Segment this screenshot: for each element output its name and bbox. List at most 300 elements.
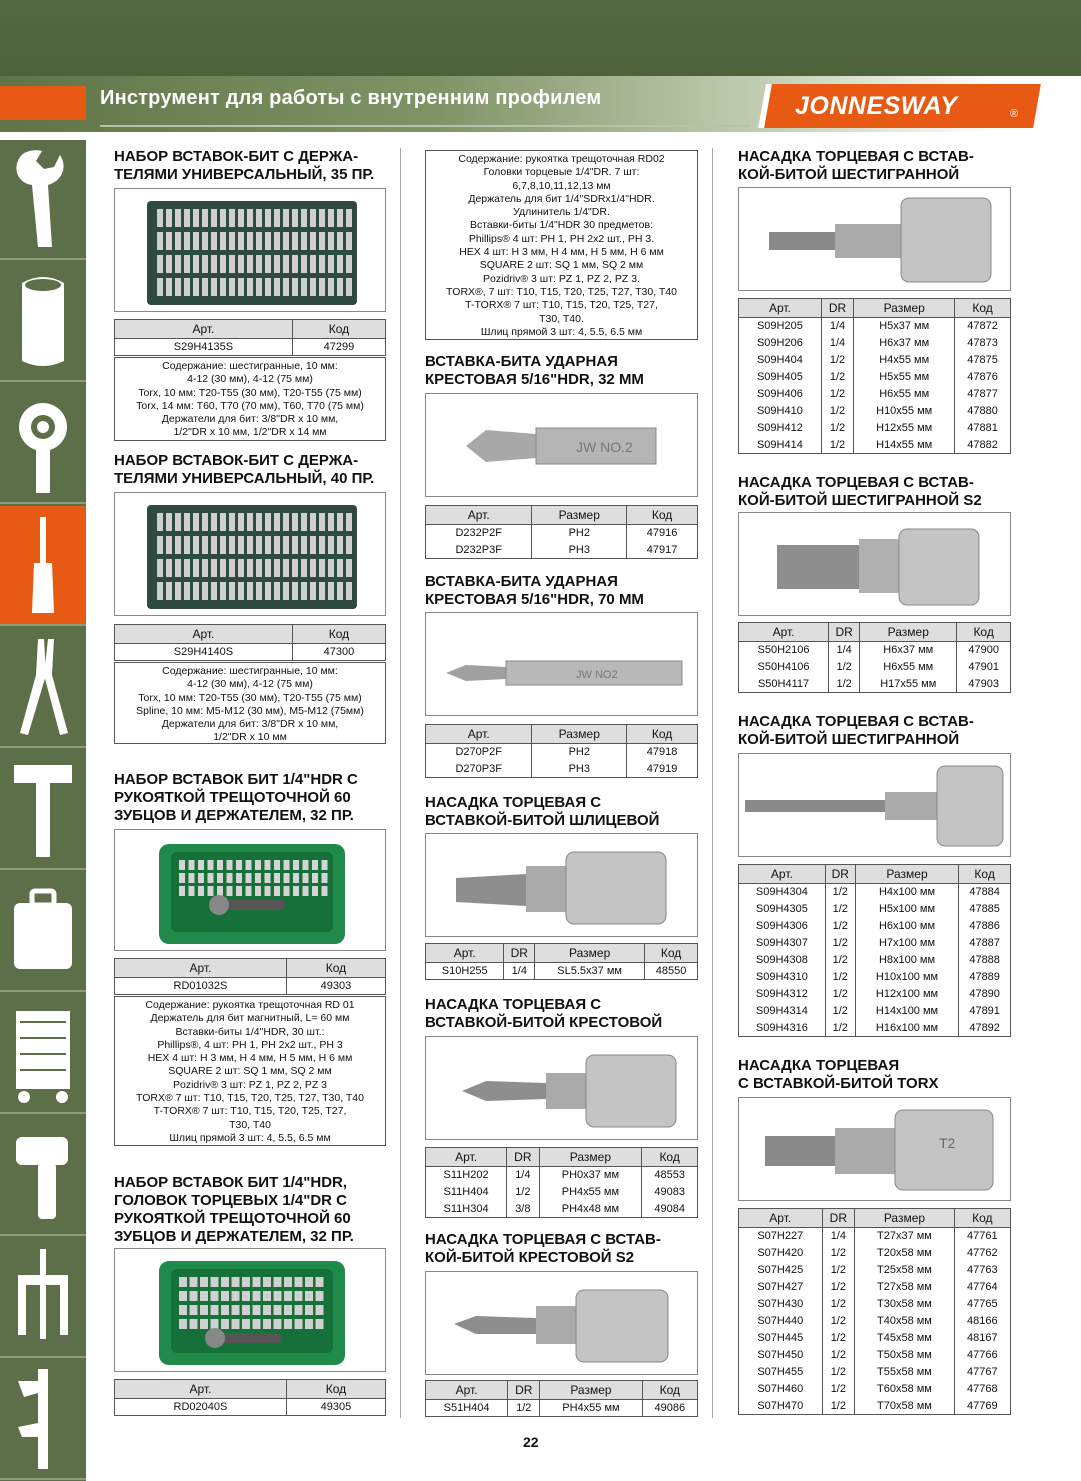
- bit-shape: [220, 513, 226, 531]
- table-row: D270P2F PH2 47918: [426, 744, 698, 761]
- bit-shape: [274, 278, 280, 296]
- table-row: S09H4304 1/2 H4x100 мм 47884: [739, 884, 1011, 901]
- bit-shape: [211, 559, 217, 577]
- bit-shape: [246, 886, 252, 896]
- bit-shape: [179, 860, 185, 870]
- bit-shape: [301, 232, 307, 250]
- bit-set-case-image: [115, 493, 386, 616]
- table-row: S50H4117 1/2 H17x55 мм 47903: [739, 676, 1011, 693]
- bit-shape: [328, 255, 334, 273]
- pneumatic-tool-icon: [8, 1123, 78, 1227]
- bit-shape: [292, 278, 298, 296]
- bit-shape: [220, 582, 226, 600]
- product-table: Арт. Размер Код D270P2F PH2 47918 D270P3F PH3 47919: [425, 724, 698, 778]
- bit-shape: [247, 278, 253, 296]
- bit-shape: [242, 1291, 250, 1301]
- bit-shape: [247, 232, 253, 250]
- bit-shape: [238, 513, 244, 531]
- bit-shape: [202, 209, 208, 227]
- bit-shape: [283, 232, 289, 250]
- product-title: НАБОР ВСТАВОК БИТ 1/4"HDR, ГОЛОВОК ТОРЦЕВЫХ 1/4"DR С РУКОЯТКОЙ ТРЕЩОТОЧНОЙ 60 ЗУБЦОВ И ДЕРЖАТЕЛЕМ, 32 ПР.: [114, 1174, 354, 1245]
- bit-shape: [310, 536, 316, 554]
- bit-shape: [238, 559, 244, 577]
- bit-shape: [179, 1291, 187, 1301]
- bit-shape: [274, 209, 280, 227]
- bit-shape: [166, 209, 172, 227]
- product-photo: [738, 512, 1011, 616]
- bit-shape: [305, 1305, 313, 1315]
- table-row: S09H4307 1/2 H7x100 мм 47887: [739, 935, 1011, 952]
- bit-shape: [255, 860, 261, 870]
- bit-shape: [346, 559, 352, 577]
- bit-shape: [227, 860, 233, 870]
- column-divider-1: [400, 148, 401, 1418]
- product-table: Арт. Размер Код D232P2F PH2 47916 D232P3F PH3 47917: [425, 505, 698, 559]
- bit-shape: [184, 513, 190, 531]
- bit-shape: [274, 1277, 282, 1287]
- torx-socket-image: [739, 1098, 1011, 1201]
- bit-shape: [274, 1291, 282, 1301]
- bit-shape: [211, 255, 217, 273]
- table-row: S09H4316 1/2 H16x100 мм 47892: [739, 1020, 1011, 1037]
- bit-shape: [328, 232, 334, 250]
- bit-shape: [157, 209, 163, 227]
- product-photo: [738, 1097, 1011, 1201]
- bit-shape: [292, 255, 298, 273]
- bit-shape: [283, 513, 289, 531]
- bit-shape: [263, 1319, 271, 1329]
- bit-shape: [346, 582, 352, 600]
- table-row: S29H4140S 47300: [115, 644, 386, 661]
- screwdriver-icon: [8, 513, 78, 617]
- bit-shape: [247, 582, 253, 600]
- sidebar-pliers[interactable]: [0, 628, 86, 748]
- bit-shape: [211, 1291, 219, 1301]
- bit-shape: [319, 278, 325, 296]
- bit-shape: [221, 1291, 229, 1301]
- product-table: Арт. DR Размер Код S09H205 1/4 H5x37 мм 47872 S09H206 1/4 H6x37 мм 47873 S09H404 1/2 H4x55 мм 47875 S09H405 1/2 H5x55 мм 47876 S09H406 1/2 H6x55 мм 47877 S09H410 1/2 H10x55 мм 47880 S09H412 1/2 H12x55 мм 47881 S09H414 1/2 H14x55 мм 47882: [738, 298, 1011, 454]
- bit-shape: [319, 232, 325, 250]
- impact-bit-image: [426, 394, 698, 497]
- bit-shape: [247, 255, 253, 273]
- table-row: S29H4135S 47299: [115, 339, 386, 356]
- bit-shape: [284, 1319, 292, 1329]
- bit-shape: [220, 536, 226, 554]
- bit-shape: [157, 582, 163, 600]
- bit-shape: [238, 536, 244, 554]
- product-table: Арт. Код S29H4140S 47300: [114, 624, 386, 661]
- bit-shape: [184, 582, 190, 600]
- table-row: RD01032S 49303: [115, 978, 386, 995]
- bit-shape: [256, 536, 262, 554]
- bit-shape: [179, 886, 185, 896]
- bit-shape: [256, 209, 262, 227]
- table-row: S09H4312 1/2 H12x100 мм 47890: [739, 986, 1011, 1003]
- bit-shape: [305, 1277, 313, 1287]
- bit-shape: [301, 559, 307, 577]
- bit-shape: [175, 513, 181, 531]
- bit-marking: JW NO.2: [576, 439, 633, 455]
- bit-shape: [229, 232, 235, 250]
- table-row: S09H4308 1/2 H8x100 мм 47888: [739, 952, 1011, 969]
- case-icon: [8, 879, 78, 983]
- product-table: Арт. DR Размер Код S50H2106 1/4 H6x37 мм 47900 S50H4106 1/2 H6x55 мм 47901 S50H4117 1/2 H17x55 мм 47903: [738, 622, 1011, 693]
- bit-shape: [255, 873, 261, 883]
- product-photo: [114, 188, 386, 312]
- bit-shape: [166, 255, 172, 273]
- bit-shape: [274, 559, 280, 577]
- wrench-icon: [8, 147, 78, 251]
- table-row: S09H4310 1/2 H10x100 мм 47889: [739, 969, 1011, 986]
- bit-shape: [189, 860, 195, 870]
- product-description: Содержание: шестигранные, 10 мм: 4-12 (30 мм), 4-12 (75 мм) Torx, 10 мм: T20-T55 (30 мм), T20-T55 (75 мм) Torx, 14 мм: T60, T70 (70 мм), T60, T70 (75 мм) Держатели для бит: 3/8"DR x 10 мм, 1/2"DR x 10 мм, 1/2"DR x 14 мм: [114, 357, 386, 441]
- bit-shape: [220, 232, 226, 250]
- product-title: ВСТАВКА-БИТА УДАРНАЯ КРЕСТОВАЯ 5/16"HDR, 32 ММ: [425, 353, 644, 388]
- bit-shape: [337, 255, 343, 273]
- bit-shape: [284, 1291, 292, 1301]
- table-row: S07H445 1/2 T45x58 мм 48167: [739, 1330, 1011, 1347]
- product-table: Арт. DR Размер Код S11H202 1/4 PH0x37 мм 48553 S11H404 1/2 PH4x55 мм 49083 S11H304 3/8 PH4x48 мм 49084: [425, 1147, 698, 1218]
- bit-shape: [265, 860, 271, 870]
- product-photo: [425, 833, 698, 937]
- bit-shape: [316, 1305, 324, 1315]
- bit-shape: [255, 886, 261, 896]
- table-row: S07H430 1/2 T30x58 мм 47765: [739, 1296, 1011, 1313]
- sidebar-hammer[interactable]: [0, 750, 86, 870]
- product-title: ВСТАВКА-БИТА УДАРНАЯ КРЕСТОВАЯ 5/16"HDR, 70 ММ: [425, 573, 644, 608]
- bit-shape: [247, 559, 253, 577]
- bit-shape: [175, 278, 181, 296]
- table-row: S51H404 1/2 PH4x55 мм 49086: [426, 1400, 698, 1417]
- bit-shape: [229, 255, 235, 273]
- product-photo: [114, 492, 386, 616]
- bit-shape: [295, 1319, 303, 1329]
- socket-icon: [8, 269, 78, 373]
- bit-shape: [202, 559, 208, 577]
- bit-shape: [208, 860, 214, 870]
- bit-shape: [175, 559, 181, 577]
- bit-shape: [337, 559, 343, 577]
- bit-shape: [319, 513, 325, 531]
- bit-shape: [211, 1277, 219, 1287]
- slotted-socket-image: [426, 834, 698, 937]
- bit-shape: [232, 1319, 240, 1329]
- table-row: D232P3F PH3 47917: [426, 542, 698, 559]
- product-title: НАБОР ВСТАВОК БИТ 1/4"HDR С РУКОЯТКОЙ ТРЕЩОТОЧНОЙ 60 ЗУБЦОВ И ДЕРЖАТЕЛЕМ, 32 ПР.: [114, 771, 358, 824]
- bit-shape: [312, 873, 318, 883]
- bit-shape: [310, 255, 316, 273]
- product-title: НАСАДКА ТОРЦЕВАЯ С ВСТАВ- КОЙ-БИТОЙ КРЕСТОВОЙ S2: [425, 1231, 661, 1266]
- bit-shape: [319, 255, 325, 273]
- bit-shape: [211, 1319, 219, 1329]
- pliers-icon: [8, 635, 78, 739]
- bit-shape: [253, 1277, 261, 1287]
- bit-shape: [202, 232, 208, 250]
- bit-shape: [312, 886, 318, 896]
- bit-shape: [179, 873, 185, 883]
- bit-shape: [217, 886, 223, 896]
- bit-shape: [346, 513, 352, 531]
- table-row: S07H440 1/2 T40x58 мм 48166: [739, 1313, 1011, 1330]
- bit-shape: [193, 582, 199, 600]
- sidebar-wrench[interactable]: [0, 140, 86, 260]
- bit-shape: [292, 513, 298, 531]
- bit-shape: [238, 255, 244, 273]
- bit-shape: [184, 536, 190, 554]
- bit-shape: [232, 1277, 240, 1287]
- table-row: S07H450 1/2 T50x58 мм 47766: [739, 1347, 1011, 1364]
- product-title: НАБОР ВСТАВОК-БИТ С ДЕРЖА- ТЕЛЯМИ УНИВЕРСАЛЬНЫЙ, 35 ПР.: [114, 148, 375, 183]
- bit-shape: [190, 1305, 198, 1315]
- bit-shape: [319, 559, 325, 577]
- bit-shape: [312, 860, 318, 870]
- table-row: S09H206 1/4 H6x37 мм 47873: [739, 335, 1011, 352]
- header-accent: [0, 86, 86, 120]
- bit-shape: [283, 278, 289, 296]
- hex-socket-s2-image: [739, 513, 1011, 616]
- bit-shape: [227, 886, 233, 896]
- table-row: S07H420 1/2 T20x58 мм 47762: [739, 1245, 1011, 1262]
- bit-shape: [328, 559, 334, 577]
- bit-shape: [283, 255, 289, 273]
- bit-shape: [346, 536, 352, 554]
- bit-shape: [221, 1319, 229, 1329]
- bit-shape: [238, 278, 244, 296]
- bit-shape: [274, 232, 280, 250]
- bit-shape: [184, 232, 190, 250]
- bit-shape: [211, 209, 217, 227]
- bit-shape: [303, 860, 309, 870]
- bit-shape: [220, 255, 226, 273]
- bit-marking: JW NO2: [576, 669, 618, 681]
- product-title: НАСАДКА ТОРЦЕВАЯ С ВСТАВ- КОЙ-БИТОЙ ШЕСТИГРАННОЙ: [738, 148, 974, 183]
- bit-shape: [310, 232, 316, 250]
- bit-shape: [200, 1305, 208, 1315]
- bit-shape: [238, 582, 244, 600]
- bit-shape: [242, 1277, 250, 1287]
- bit-shape: [301, 582, 307, 600]
- bit-shape: [328, 582, 334, 600]
- sidebar-ratchet[interactable]: [0, 384, 86, 504]
- bit-shape: [301, 513, 307, 531]
- bit-shape: [256, 278, 262, 296]
- bit-shape: [274, 513, 280, 531]
- top-bar: [0, 0, 1081, 76]
- bit-shape: [246, 860, 252, 870]
- table-row: S07H425 1/2 T25x58 мм 47763: [739, 1262, 1011, 1279]
- product-title: НАБОР ВСТАВОК-БИТ С ДЕРЖА- ТЕЛЯМИ УНИВЕРСАЛЬНЫЙ, 40 ПР.: [114, 452, 375, 487]
- bit-shape: [328, 536, 334, 554]
- bit-shape: [301, 536, 307, 554]
- bit-shape: [337, 278, 343, 296]
- bit-shape: [220, 559, 226, 577]
- hex-socket-image: [739, 188, 1011, 291]
- product-table: Арт. Код S29H4135S 47299: [114, 319, 386, 356]
- bit-shape: [232, 1291, 240, 1301]
- table-row: S09H404 1/2 H4x55 мм 47875: [739, 352, 1011, 369]
- bit-shape: [283, 582, 289, 600]
- product-title: НАСАДКА ТОРЦЕВАЯ С ВСТАВ- КОЙ-БИТОЙ ШЕСТИГРАННОЙ S2: [738, 474, 982, 509]
- bit-shape: [166, 232, 172, 250]
- bit-shape: [284, 1277, 292, 1287]
- bit-shape: [175, 582, 181, 600]
- product-photo: [114, 1248, 386, 1372]
- product-photo: [738, 187, 1011, 291]
- bit-shape: [179, 1319, 187, 1329]
- bit-shape: [322, 886, 328, 896]
- bit-shape: [265, 209, 271, 227]
- sidebar-case[interactable]: [0, 872, 86, 992]
- bit-shape: [274, 582, 280, 600]
- socket-marking: T2: [939, 1135, 956, 1151]
- page-number: 22: [523, 1434, 539, 1450]
- bit-shape: [284, 1305, 292, 1315]
- bit-shape: [265, 232, 271, 250]
- bit-shape: [301, 255, 307, 273]
- bit-shape: [322, 873, 328, 883]
- table-row: S09H405 1/2 H5x55 мм 47876: [739, 369, 1011, 386]
- sidebar-socket[interactable]: [0, 262, 86, 382]
- table-row: S09H4305 1/2 H5x100 мм 47885: [739, 901, 1011, 918]
- bit-shape: [292, 232, 298, 250]
- bit-shape: [328, 513, 334, 531]
- bit-shape: [293, 873, 299, 883]
- bit-shape: [208, 873, 214, 883]
- bit-shape: [193, 536, 199, 554]
- bit-shape: [337, 536, 343, 554]
- product-description: Содержание: шестигранные, 10 мм: 4-12 (30 мм), 4-12 (75 мм) Torx, 10 мм: T20-T55 (30 мм), T20-T55 (75 мм) Spline, 10 мм: M5-M12 (30 мм), M5-M12 (75мм) Держатели для бит: 3/8"DR x 10 мм, 1/2"DR x 10 мм: [114, 662, 386, 744]
- bit-shape: [316, 1277, 324, 1287]
- table-row: D232P2F PH2 47916: [426, 525, 698, 542]
- bit-shape: [227, 873, 233, 883]
- category-sidebar: [0, 140, 86, 1481]
- bit-shape: [157, 255, 163, 273]
- bit-shape: [265, 873, 271, 883]
- bit-shape: [236, 860, 242, 870]
- bit-shape: [310, 513, 316, 531]
- bit-shape: [256, 255, 262, 273]
- bit-shape: [175, 536, 181, 554]
- phillips-socket-s2-image: [426, 1272, 698, 1375]
- table-row: S09H412 1/2 H12x55 мм 47881: [739, 420, 1011, 437]
- product-photo: [425, 1036, 698, 1140]
- green-case-image: [115, 830, 386, 951]
- product-title: НАСАДКА ТОРЦЕВАЯ С ВСТАВКОЙ-БИТОЙ КРЕСТОВОЙ: [425, 996, 663, 1031]
- bit-shape: [166, 278, 172, 296]
- bit-shape: [193, 559, 199, 577]
- bit-shape: [253, 1291, 261, 1301]
- bit-shape: [157, 536, 163, 554]
- bit-shape: [292, 536, 298, 554]
- table-row: S07H470 1/2 T70x58 мм 47769: [739, 1398, 1011, 1415]
- bit-shape: [236, 873, 242, 883]
- bit-shape: [229, 582, 235, 600]
- page-title: Инструмент для работы с внутренним профилем: [100, 87, 602, 109]
- table-row: S50H2106 1/4 H6x37 мм 47900: [739, 642, 1011, 659]
- bit-shape: [238, 209, 244, 227]
- bit-shape: [274, 255, 280, 273]
- table-row: S07H427 1/2 T27x58 мм 47764: [739, 1279, 1011, 1296]
- product-table: Арт. DR Размер Код S07H227 1/4 T27x37 мм 47761 S07H420 1/2 T20x58 мм 47762 S07H425 1/2 T25x58 мм 47763 S07H427 1/2 T27x58 мм 47764 S07H430 1/2 T30x58 мм 47765 S07H440 1/2 T40x58 мм 48166 S07H445 1/2 T45x58 мм 48167 S07H450 1/2 T50x58 мм 47766 S07H455 1/2 T55x58 мм 47767 S07H460 1/2 T60x58 мм 47768 S07H470 1/2 T70x58 мм 47769: [738, 1208, 1011, 1415]
- sidebar-screwdriver[interactable]: [0, 506, 86, 626]
- sidebar-puller[interactable]: [0, 1238, 86, 1358]
- bit-shape: [310, 278, 316, 296]
- bit-shape: [200, 1291, 208, 1301]
- bit-shape: [211, 513, 217, 531]
- bit-shape: [292, 559, 298, 577]
- table-row: S09H4306 1/2 H6x100 мм 47886: [739, 918, 1011, 935]
- bit-shape: [322, 860, 328, 870]
- bit-shape: [179, 1305, 187, 1315]
- green-case-image: [115, 1249, 386, 1372]
- bit-shape: [202, 582, 208, 600]
- product-table: Арт. DR Размер Код S09H4304 1/2 H4x100 мм 47884 S09H4305 1/2 H5x100 мм 47885 S09H4306 1/2 H6x100 мм 47886 S09H4307 1/2 H7x100 мм 47887 S09H4308 1/2 H8x100 мм 47888 S09H4310 1/2 H10x100 мм 47889 S09H4312 1/2 H12x100 мм 47890 S09H4314 1/2 H14x100 мм 47891 S09H4316 1/2 H16x100 мм 47892: [738, 864, 1011, 1037]
- bit-shape: [337, 513, 343, 531]
- bit-shape: [274, 886, 280, 896]
- table-row: S11H304 3/8 PH4x48 мм 49084: [426, 1201, 698, 1218]
- bit-shape: [284, 886, 290, 896]
- bit-shape: [295, 1277, 303, 1287]
- bit-shape: [253, 1305, 261, 1315]
- bit-shape: [220, 209, 226, 227]
- bit-set-case-image: [115, 189, 386, 312]
- sidebar-pneumatic-tool[interactable]: [0, 1116, 86, 1236]
- bit-shape: [211, 232, 217, 250]
- bit-shape: [238, 232, 244, 250]
- bit-shape: [247, 513, 253, 531]
- bit-shape: [256, 232, 262, 250]
- bit-shape: [211, 278, 217, 296]
- product-title: НАСАДКА ТОРЦЕВАЯ С ВСТАВКОЙ-БИТОЙ TORX: [738, 1057, 939, 1092]
- bit-shape: [157, 278, 163, 296]
- bit-shape: [220, 278, 226, 296]
- bit-shape: [202, 513, 208, 531]
- sidebar-tool-cart[interactable]: [0, 994, 86, 1114]
- table-row: S11H404 1/2 PH4x55 мм 49083: [426, 1184, 698, 1201]
- bit-shape: [157, 513, 163, 531]
- bit-shape: [310, 559, 316, 577]
- bit-shape: [301, 209, 307, 227]
- table-row: S10H255 1/4 SL5.5x37 мм 48550: [426, 963, 698, 980]
- bit-shape: [337, 209, 343, 227]
- sidebar-caliper[interactable]: [0, 1360, 86, 1480]
- table-row: S11H202 1/4 PH0x37 мм 48553: [426, 1167, 698, 1184]
- tool-cart-icon: [8, 1001, 78, 1105]
- bit-shape: [217, 873, 223, 883]
- table-row: S09H414 1/2 H14x55 мм 47882: [739, 437, 1011, 454]
- product-photo: [425, 612, 698, 716]
- bit-shape: [157, 232, 163, 250]
- product-table: Арт. Код RD02040S 49305: [114, 1379, 386, 1416]
- bit-shape: [256, 513, 262, 531]
- product-title: НАСАДКА ТОРЦЕВАЯ С ВСТАВКОЙ-БИТОЙ ШЛИЦЕВОЙ: [425, 794, 660, 829]
- bit-shape: [211, 536, 217, 554]
- bit-shape: [265, 886, 271, 896]
- bit-shape: [229, 278, 235, 296]
- bit-shape: [247, 209, 253, 227]
- bit-shape: [303, 873, 309, 883]
- bit-shape: [319, 536, 325, 554]
- product-table: Арт. DR Размер Код S10H255 1/4 SL5.5x37 мм 48550: [425, 943, 698, 980]
- bit-shape: [303, 886, 309, 896]
- bit-shape: [274, 860, 280, 870]
- product-photo: [114, 829, 386, 951]
- product-photo: [738, 753, 1011, 857]
- long-hex-socket-image: [739, 754, 1011, 857]
- bit-shape: [293, 886, 299, 896]
- bit-shape: [319, 582, 325, 600]
- bit-shape: [263, 1305, 271, 1315]
